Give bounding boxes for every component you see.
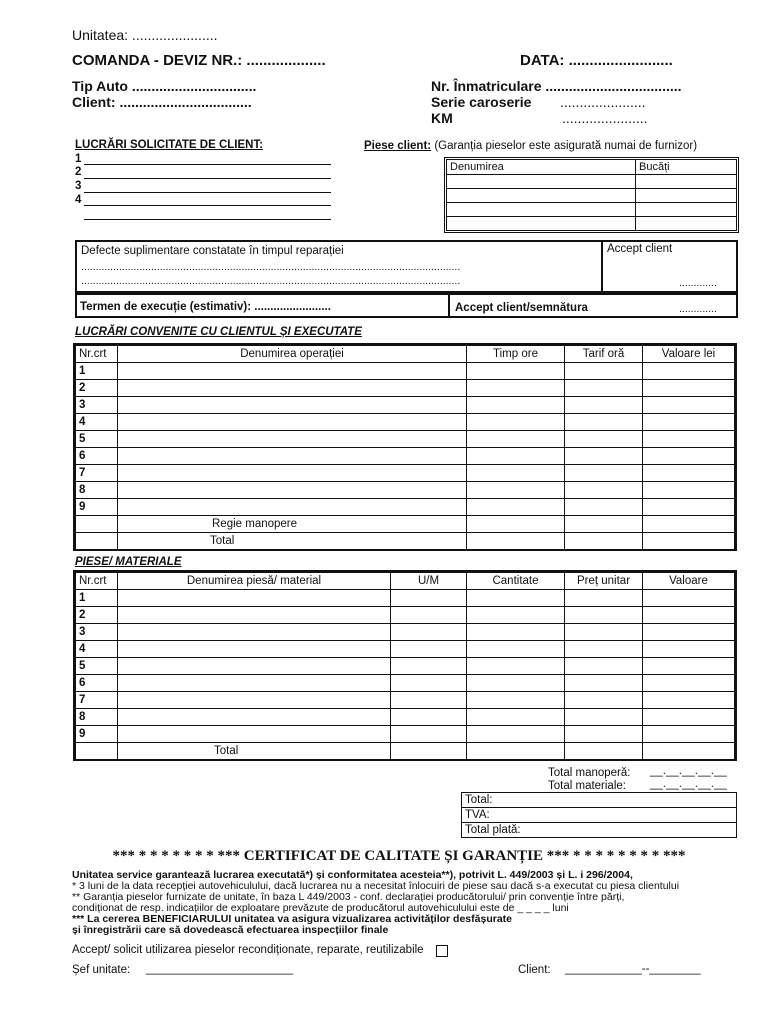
um-header: U/M	[391, 573, 467, 590]
cell[interactable]	[643, 743, 735, 760]
cell[interactable]	[565, 624, 643, 641]
row-number: 6	[76, 448, 118, 465]
certificat-line-6: și înregistrării care să dovedească efectuarea inspecțiilor finale	[72, 924, 389, 936]
cell[interactable]	[643, 397, 735, 414]
bucati-header: Bucăți	[636, 160, 737, 175]
cell[interactable]	[467, 431, 565, 448]
row-number: 7	[76, 465, 118, 482]
cell[interactable]	[391, 675, 467, 692]
cell[interactable]	[391, 709, 467, 726]
piese-client-cell[interactable]	[447, 175, 636, 189]
total-materiale-label: Total materiale:	[548, 780, 626, 792]
cell[interactable]	[643, 658, 735, 675]
cell[interactable]	[565, 658, 643, 675]
cell[interactable]	[643, 414, 735, 431]
cell[interactable]	[467, 658, 565, 675]
cell[interactable]	[118, 414, 467, 431]
cell[interactable]	[467, 641, 565, 658]
cell[interactable]	[467, 414, 565, 431]
unitatea-label: Unitatea: ......................	[72, 27, 218, 43]
cell[interactable]	[565, 516, 643, 533]
accept-piese-checkbox[interactable]	[436, 945, 448, 957]
cell	[76, 533, 118, 550]
piese-materiale-title: PIESE/ MATERIALE	[75, 556, 182, 568]
cell[interactable]	[565, 709, 643, 726]
cell[interactable]	[467, 533, 565, 550]
total-manopera-label: Total manoperă:	[548, 767, 631, 779]
row-number: 8	[76, 709, 118, 726]
cell[interactable]	[643, 590, 735, 607]
row-number: 9	[76, 499, 118, 516]
row-number: 8	[76, 482, 118, 499]
accept-client-dots: .............	[679, 277, 717, 289]
cell[interactable]	[118, 363, 467, 380]
certificat-title: *** * * * * * * * *** CERTIFICAT DE CALITATE ȘI GARANȚIE *** * * * * * * * * ***	[112, 848, 686, 864]
cell[interactable]	[118, 397, 467, 414]
piese-client-note: (Garanția pieselor este asigurată numai de furnizor)	[434, 140, 698, 152]
km-dots: ......................	[562, 110, 648, 126]
termen-executie-label: Termen de execuție (estimativ): ........................	[80, 301, 331, 313]
defecte-dots-1: ..................................................................................................................................	[81, 261, 461, 273]
cell[interactable]	[643, 499, 735, 516]
tva-label: TVA:	[462, 808, 737, 823]
cell[interactable]	[118, 590, 391, 607]
km-label: KM	[431, 110, 453, 126]
cell[interactable]	[565, 607, 643, 624]
cell[interactable]	[118, 641, 391, 658]
denumirea-header: Denumirea	[447, 160, 636, 175]
cell[interactable]	[467, 709, 565, 726]
cell[interactable]	[467, 624, 565, 641]
valoare-header: Valoare	[643, 573, 735, 590]
cell[interactable]	[467, 380, 565, 397]
cell[interactable]	[391, 590, 467, 607]
piese-client-label: Piese client:	[364, 140, 432, 152]
solicitate-line-5	[84, 219, 331, 220]
accept-piese-label: Accept/ solicit utilizarea pieselor recondiționate, reparate, reutilizabile	[72, 944, 424, 956]
cell[interactable]	[565, 533, 643, 550]
cell[interactable]	[467, 465, 565, 482]
termen-divider	[448, 293, 450, 318]
cell[interactable]	[391, 692, 467, 709]
total-manopera-value[interactable]: __.__.__.__.__	[650, 765, 727, 777]
certificat-line-3: ** Garanția pieselor furnizate de unitate, în baza L 449/2003 - conf. declarației producătorului/ prin convenție între părți,	[72, 891, 625, 903]
certificat-line-4: condiționat de resp. indicațiilor de exploatare prevăzute de producătorul autovehiculului este de _ _ _ _ luni	[72, 902, 569, 914]
cell[interactable]	[118, 448, 467, 465]
cell	[76, 743, 118, 760]
comanda-deviz-label: COMANDA - DEVIZ NR.: ...................	[72, 52, 326, 69]
solicitate-line-4	[84, 205, 331, 206]
cell[interactable]	[118, 658, 391, 675]
defecte-divider	[601, 240, 603, 293]
piese-client-cell[interactable]	[447, 203, 636, 217]
cell[interactable]	[643, 533, 735, 550]
lucrari-solicitate-title: LUCRĂRI SOLICITATE DE CLIENT:	[75, 139, 264, 151]
defecte-dots-2: ..................................................................................................................................	[81, 275, 461, 287]
cell[interactable]	[118, 482, 467, 499]
row-number: 4	[76, 641, 118, 658]
regie-manopere-label: Regie manopere	[118, 516, 467, 533]
row-number: 9	[76, 726, 118, 743]
cell[interactable]	[643, 380, 735, 397]
cell[interactable]	[565, 675, 643, 692]
accept-client-label: Accept client	[607, 243, 673, 255]
cell[interactable]	[643, 431, 735, 448]
piese-total-label: Total	[118, 743, 391, 760]
solicitate-row-2: 2	[75, 166, 82, 178]
piese-client-cell[interactable]	[636, 175, 737, 189]
serie-caroserie-label: Serie caroserie	[431, 94, 532, 110]
nr-inmatriculare-label: Nr. Înmatriculare ...................................	[431, 78, 682, 94]
defecte-title: Defecte suplimentare constatate în timpul reparației	[81, 245, 344, 257]
cell[interactable]	[565, 726, 643, 743]
cell[interactable]	[467, 516, 565, 533]
row-number: 4	[76, 414, 118, 431]
sef-unitate-label: Șef unitate:	[72, 964, 131, 976]
cell[interactable]	[391, 658, 467, 675]
piese-client-cell[interactable]	[636, 203, 737, 217]
piese-client-heading	[364, 140, 697, 152]
cell[interactable]	[467, 482, 565, 499]
piese-client-cell[interactable]	[447, 189, 636, 203]
cell[interactable]	[565, 414, 643, 431]
cell[interactable]	[118, 607, 391, 624]
timp-ore-header: Timp ore	[467, 346, 565, 363]
cell	[76, 516, 118, 533]
solicitate-row-1: 1	[75, 153, 82, 165]
client-label: Client: ..................................	[72, 94, 252, 110]
cell[interactable]	[643, 607, 735, 624]
total-label: Total:	[462, 793, 737, 808]
row-number: 1	[76, 590, 118, 607]
tarif-ora-header: Tarif oră	[565, 346, 643, 363]
total-materiale-value[interactable]: __.__.__.__.__	[650, 778, 727, 790]
cell[interactable]	[467, 448, 565, 465]
cell[interactable]	[467, 397, 565, 414]
cell[interactable]	[643, 482, 735, 499]
row-number: 7	[76, 692, 118, 709]
row-number: 6	[76, 675, 118, 692]
client-signature-line[interactable]: ____________--________	[565, 963, 701, 975]
data-label: DATA: .........................	[520, 52, 673, 69]
denumirea-operatiei-header: Denumirea operației	[118, 346, 467, 363]
solicitate-row-3: 3	[75, 180, 82, 192]
cell[interactable]	[467, 675, 565, 692]
cell[interactable]	[565, 363, 643, 380]
cell[interactable]	[565, 499, 643, 516]
cell[interactable]	[643, 465, 735, 482]
cantitate-header: Cantitate	[467, 573, 565, 590]
cell[interactable]	[118, 380, 467, 397]
cell[interactable]	[565, 641, 643, 658]
cell[interactable]	[467, 363, 565, 380]
cell[interactable]	[643, 448, 735, 465]
row-number: 1	[76, 363, 118, 380]
cell[interactable]	[565, 380, 643, 397]
cell[interactable]	[118, 499, 467, 516]
cell[interactable]	[118, 465, 467, 482]
row-number: 3	[76, 624, 118, 641]
piese-client-cell[interactable]	[636, 189, 737, 203]
convenite-total-label: Total	[118, 533, 467, 550]
cell[interactable]	[391, 624, 467, 641]
client-signature-label: Client:	[518, 964, 551, 976]
solicitate-line-2	[84, 178, 331, 179]
row-number: 3	[76, 397, 118, 414]
solicitate-line-3	[84, 192, 331, 193]
denumirea-piesa-header: Denumirea piesă/ material	[118, 573, 391, 590]
cell[interactable]	[118, 675, 391, 692]
cell[interactable]	[391, 726, 467, 743]
cell[interactable]	[643, 363, 735, 380]
cell[interactable]	[643, 675, 735, 692]
cell[interactable]	[118, 431, 467, 448]
certificat-line-2: * 3 luni de la data recepției autovehiculului, dacă lucrarea nu a necesitat înlocuiri de piese sau dacă s-a executat cu piesa clientului	[72, 880, 680, 892]
accept-semnatura-dots: .............	[679, 303, 717, 315]
piese-materiale-table	[75, 572, 735, 760]
cell[interactable]	[643, 692, 735, 709]
serie-caroserie-dots: ......................	[560, 94, 646, 110]
cell[interactable]	[391, 641, 467, 658]
total-plata-label: Total plată:	[462, 823, 737, 838]
cell[interactable]	[643, 516, 735, 533]
lucrari-convenite-table	[75, 345, 735, 550]
certificat-line-5: *** La cererea BENEFICIARULUI unitatea va asigura vizualizarea activităților desfășurate	[72, 913, 513, 925]
solicitate-line-1	[84, 164, 331, 165]
pret-unitar-header: Preț unitar	[565, 573, 643, 590]
cell[interactable]	[565, 465, 643, 482]
piese-client-table	[446, 159, 737, 231]
tip-auto-label: Tip Auto ................................	[72, 78, 257, 94]
totals-table	[461, 792, 737, 838]
row-number: 2	[76, 607, 118, 624]
row-number: 5	[76, 658, 118, 675]
cell[interactable]	[565, 448, 643, 465]
valoare-lei-header: Valoare lei	[643, 346, 735, 363]
cell[interactable]	[467, 726, 565, 743]
cell[interactable]	[118, 726, 391, 743]
cell[interactable]	[118, 624, 391, 641]
cell[interactable]	[118, 692, 391, 709]
piese-client-cell[interactable]	[636, 217, 737, 231]
nrcrt-header: Nr.crt	[76, 573, 118, 590]
row-number: 2	[76, 380, 118, 397]
cell[interactable]	[467, 499, 565, 516]
lucrari-convenite-title: LUCRĂRI CONVENITE CU CLIENTUL ȘI EXECUTATE	[75, 326, 362, 338]
row-number: 5	[76, 431, 118, 448]
cell[interactable]	[467, 692, 565, 709]
cell[interactable]	[391, 743, 467, 760]
nrcrt-header: Nr.crt	[76, 346, 118, 363]
cell[interactable]	[118, 709, 391, 726]
cell[interactable]	[467, 590, 565, 607]
cell[interactable]	[565, 431, 643, 448]
cell[interactable]	[565, 397, 643, 414]
cell[interactable]	[643, 641, 735, 658]
cell[interactable]	[643, 726, 735, 743]
cell[interactable]	[565, 692, 643, 709]
piese-client-cell[interactable]	[447, 217, 636, 231]
cell[interactable]	[565, 743, 643, 760]
cell[interactable]	[643, 709, 735, 726]
cell[interactable]	[643, 624, 735, 641]
cell[interactable]	[467, 743, 565, 760]
cell[interactable]	[565, 482, 643, 499]
sef-unitate-signature-line[interactable]: _______________________	[146, 963, 294, 975]
solicitate-row-4: 4	[75, 194, 82, 206]
cell[interactable]	[565, 590, 643, 607]
cell[interactable]	[391, 607, 467, 624]
accept-semnatura-label: Accept client/semnătura	[455, 302, 588, 314]
certificat-line-1: Unitatea service garantează lucrarea executată*) și conformitatea acesteia**), potrivit L. 449/2003 și L. i 296/2004,	[72, 869, 633, 881]
cell[interactable]	[467, 607, 565, 624]
